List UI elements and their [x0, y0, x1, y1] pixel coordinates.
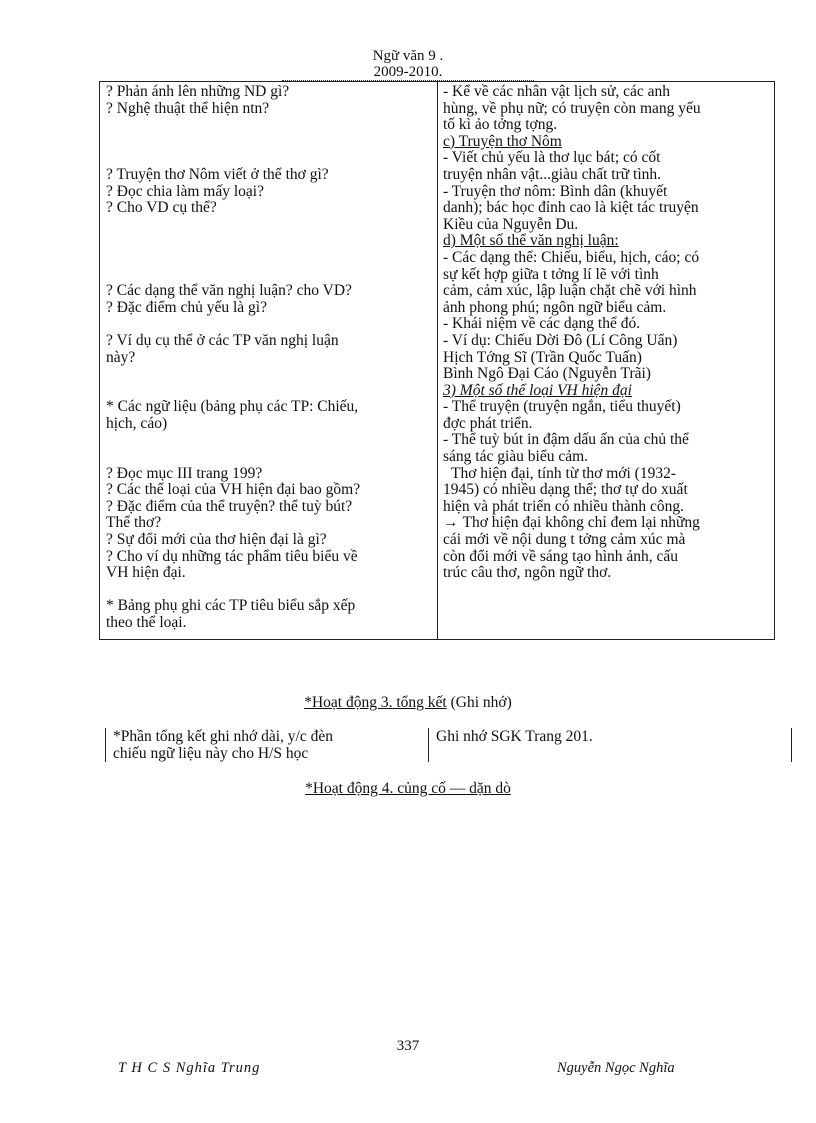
activity-3-title: *Hoạt động 3. tổng kết — [304, 694, 447, 711]
question-line: hịch, cáo) — [106, 414, 168, 432]
summary-border-middle — [428, 728, 429, 762]
content-line: hùng, về phụ nữ; có truyện còn mang yếu — [443, 99, 701, 117]
content-line: truyện nhân vật...giàu chất trữ tình. — [443, 165, 662, 183]
column-divider — [437, 82, 438, 639]
question-line: ? Đặc điểm của thể truyện? thể tuỳ bút? — [106, 497, 353, 515]
question-line: * Các ngữ liệu (bảng phụ các TP: Chiếu, — [106, 398, 359, 416]
content-line: - Truyện thơ nôm: Bình dân (khuyết — [443, 182, 668, 200]
content-line: - Kể về các nhân vật lịch sử, các anh — [443, 83, 671, 100]
content-line: Kiều của Nguyễn Du. — [443, 215, 579, 233]
question-line: ? Cho ví dụ những tác phẩm tiêu biểu về — [106, 547, 358, 565]
activity-3-suffix: (Ghi nhớ) — [450, 694, 512, 711]
blank-line — [106, 134, 432, 151]
content-line: hiện và phát triển có nhiều thành công. — [443, 497, 685, 515]
content-line: Hịch Tớng Sĩ (Trần Quốc Tuấn) — [443, 348, 642, 366]
blank-line — [106, 449, 432, 466]
lesson-table — [99, 81, 775, 640]
question-line: ? Đọc mục III trang 199? — [106, 464, 263, 482]
content-line: ảnh phong phú; ngôn ngữ biểu cảm. — [443, 298, 667, 316]
question-line: ? Nghệ thuật thể hiện ntn? — [106, 99, 270, 117]
content-line: cảm, cảm xúc, lập luận chặt chẽ với hình — [443, 282, 697, 300]
summary-border-left — [105, 728, 106, 762]
content-line: 3) Một số thể loại VH hiện đại — [443, 381, 632, 399]
school-year: 2009-2010. — [282, 64, 534, 81]
footer-school: T H C S Nghĩa Trung — [118, 1060, 261, 1076]
question-line: ? Ví dụ cụ thể ở các TP văn nghị luận — [106, 331, 339, 349]
content-line: tố kì ảo tởng tợng. — [443, 116, 558, 134]
footer-author: Nguyễn Ngọc Nghĩa — [557, 1060, 675, 1076]
question-line: ? Truyện thơ Nôm viết ở thể thơ gì? — [106, 165, 329, 183]
question-line: ? Các thể loại của VH hiện đại bao gồm? — [106, 481, 361, 499]
content-line: - Khái niệm về các dạng thể đó. — [443, 315, 641, 333]
content-text: Thơ hiện đại không chỉ đem lại những — [462, 514, 700, 532]
blank-line — [106, 316, 432, 333]
blank-line — [106, 150, 432, 167]
blank-line — [106, 432, 432, 449]
question-line: ? Sự đổi mới của thơ hiện đại là gì? — [106, 531, 327, 549]
summary-right-text: Ghi nhớ SGK Trang 201. — [436, 728, 593, 745]
document-title: Ngữ văn 9 . — [372, 48, 444, 64]
content-line: sự kết hợp giữa t tởng lí lẽ với tình — [443, 265, 659, 283]
question-line: ? Đặc điểm chủ yếu là gì? — [106, 298, 267, 316]
question-line: này? — [106, 348, 136, 366]
question-line: * Bảng phụ ghi các TP tiêu biểu sắp xếp — [106, 597, 356, 615]
content-line: cái mới về nội dung t tởng cảm xúc mà — [443, 531, 686, 549]
content-line — [443, 515, 773, 532]
blank-line — [106, 582, 432, 599]
content-line: - Viết chủ yếu là thơ lục bát; có cốt — [443, 149, 661, 167]
content-line: còn đổi mới về sáng tạo hình ảnh, cấu — [443, 547, 679, 565]
content-line: đợc phát triển. — [443, 414, 533, 432]
blank-line — [106, 233, 432, 250]
activity-4-title: *Hoạt động 4. củng cố — dặn dò — [305, 780, 511, 797]
content-line: - Ví dụ: Chiếu Dời Đô (Lí Công Uẩn) — [443, 331, 678, 349]
blank-line — [106, 117, 432, 134]
summary-row — [105, 728, 793, 764]
summary-border-right — [791, 728, 792, 762]
blank-line — [106, 366, 432, 383]
content-line: sáng tác giàu biểu cảm. — [443, 448, 589, 466]
summary-left-line: chiếu ngữ liệu này cho H/S học — [113, 745, 309, 762]
arrow-right-icon: → — [443, 514, 459, 532]
summary-left-line: *Phần tổng kết ghi nhớ dài, y/c đèn — [113, 728, 333, 745]
question-line: ? Đọc chia làm mấy loại? — [106, 182, 264, 200]
activity-4-heading — [0, 780, 816, 798]
activity-3-heading — [0, 694, 816, 712]
content-column — [443, 84, 773, 582]
teacher-questions-column — [106, 84, 432, 632]
content-line: Thơ hiện đại, tính từ thơ mới (1932- — [451, 464, 676, 482]
content-line: c) Truyện thơ Nôm — [443, 132, 562, 150]
content-line: trúc câu thơ, ngôn ngữ thơ. — [443, 564, 612, 582]
question-line: ? Các dạng thể văn nghị luận? cho VD? — [106, 282, 352, 300]
content-line: - Các dạng thể: Chiếu, biểu, hịch, cáo; có — [443, 248, 700, 266]
page-number: 337 — [396, 1038, 420, 1054]
content-line: danh); bác học đỉnh cao là kiệt tác truyện — [443, 199, 699, 217]
question-line: theo thể loại. — [106, 614, 187, 631]
question-line: Thể thơ? — [106, 514, 162, 532]
summary-left-text — [113, 728, 333, 762]
blank-line — [106, 383, 432, 400]
blank-line — [106, 217, 432, 234]
content-line: d) Một số thể văn nghị luận: — [443, 232, 619, 250]
content-line: Bình Ngô Đại Cáo (Nguyễn Trãi) — [443, 365, 651, 383]
blank-line — [106, 250, 432, 267]
question-line: VH hiện đại. — [106, 564, 186, 582]
content-line: 1945) có nhiều dạng thể; thơ tự do xuất — [443, 481, 688, 499]
content-line: - Thể truyện (truyện ngắn, tiểu thuyết) — [443, 398, 681, 416]
blank-line — [106, 267, 432, 284]
content-line: - Thể tuỳ bút in đậm dấu ấn của chủ thể — [443, 431, 689, 449]
question-line: ? Cho VD cụ thể? — [106, 199, 217, 217]
question-line: ? Phản ánh lên những ND gì? — [106, 83, 290, 100]
